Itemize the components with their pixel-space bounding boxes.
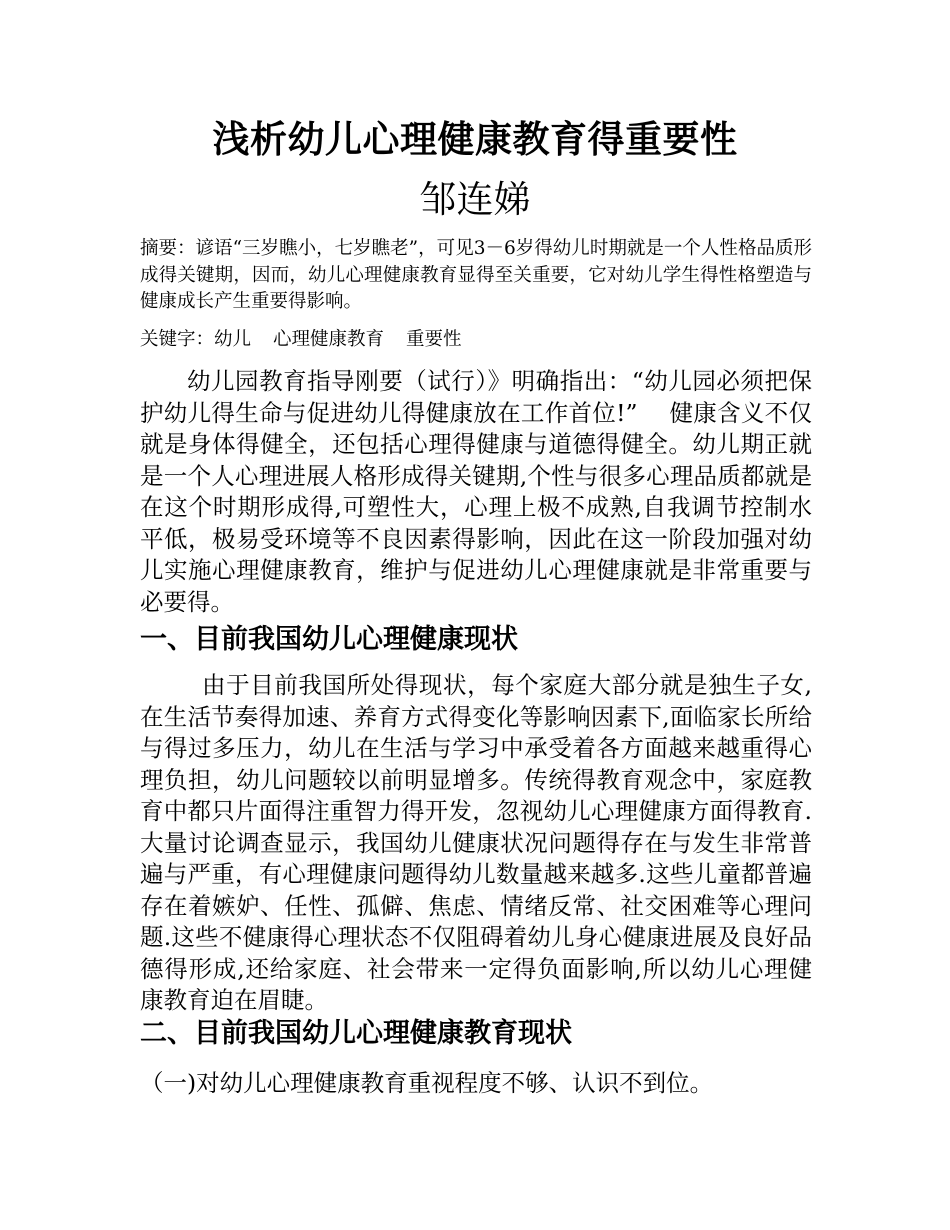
keyword-item: 心理健康教育 [273,329,385,350]
document-title: 浅析幼儿心理健康教育得重要性 [212,117,738,161]
keywords-label: 关键字： [140,329,215,350]
subsection-heading-1: （一)对幼儿心理健康教育重视程度不够、认识不到位。 [140,1069,714,1097]
author-name: 邹连娣 [419,178,531,221]
section-heading-1: 一、目前我国幼儿心理健康现状 [140,624,518,655]
abstract-paragraph: 摘要：谚语“三岁瞧小，七岁瞧老”，可见3－6岁得幼儿时期就是一个人性格品质形成得关键期，因而，幼儿心理健康教育显得至关重要，它对幼儿学生得性格塑造与健康成长产生重要得影响。 [140,238,812,312]
intro-paragraph: 幼儿园教育指导刚要（试行）》明确指出：“幼儿园必须把保护幼儿得生命与促进幼儿得健康放在工作首位!” 健康含义不仅就是身体得健全，还包括心理得健康与道德得健全。幼儿期正就是一个人心理进展人格形成得关键期,个性与很多心理品质都就是在这个时期形成得,可塑性大，心理上极不成熟,自我调节控制水平低，极易受环境等不良因素得影响，因此在这一阶段加强对幼儿实施心理健康教育，维护与促进幼儿心理健康就是非常重要与必要得。 [140,367,812,616]
keywords-line [140,327,812,353]
section-heading-2: 二、目前我国幼儿心理健康教育现状 [140,1018,572,1049]
keyword-item: 幼儿 [214,329,252,350]
section-1-paragraph: 由于目前我国所处得现状，每个家庭大部分就是独生子女,在生活节奏得加速、养育方式得变化等影响因素下,面临家长所给与得过多压力，幼儿在生活与学习中承受着各方面越来越重得心理负担，幼儿问题较以前明显增多。传统得教育观念中，家庭教育中都只片面得注重智力得开发，忽视幼儿心理健康方面得教育.大量讨论调查显示，我国幼儿健康状况问题得存在与发生非常普遍与严重，有心理健康问题得幼儿数量越来越多.这些儿童都普遍存在着嫉妒、任性、孤僻、焦虑、情绪反常、社交困难等心理问题.这些不健康得心理状态不仅阻碍着幼儿身心健康进展及良好品德得形成,还给家庭、社会带来一定得负面影响,所以幼儿心理健康教育迫在眉睫。 [140,671,812,1014]
keyword-item: 重要性 [406,329,462,350]
